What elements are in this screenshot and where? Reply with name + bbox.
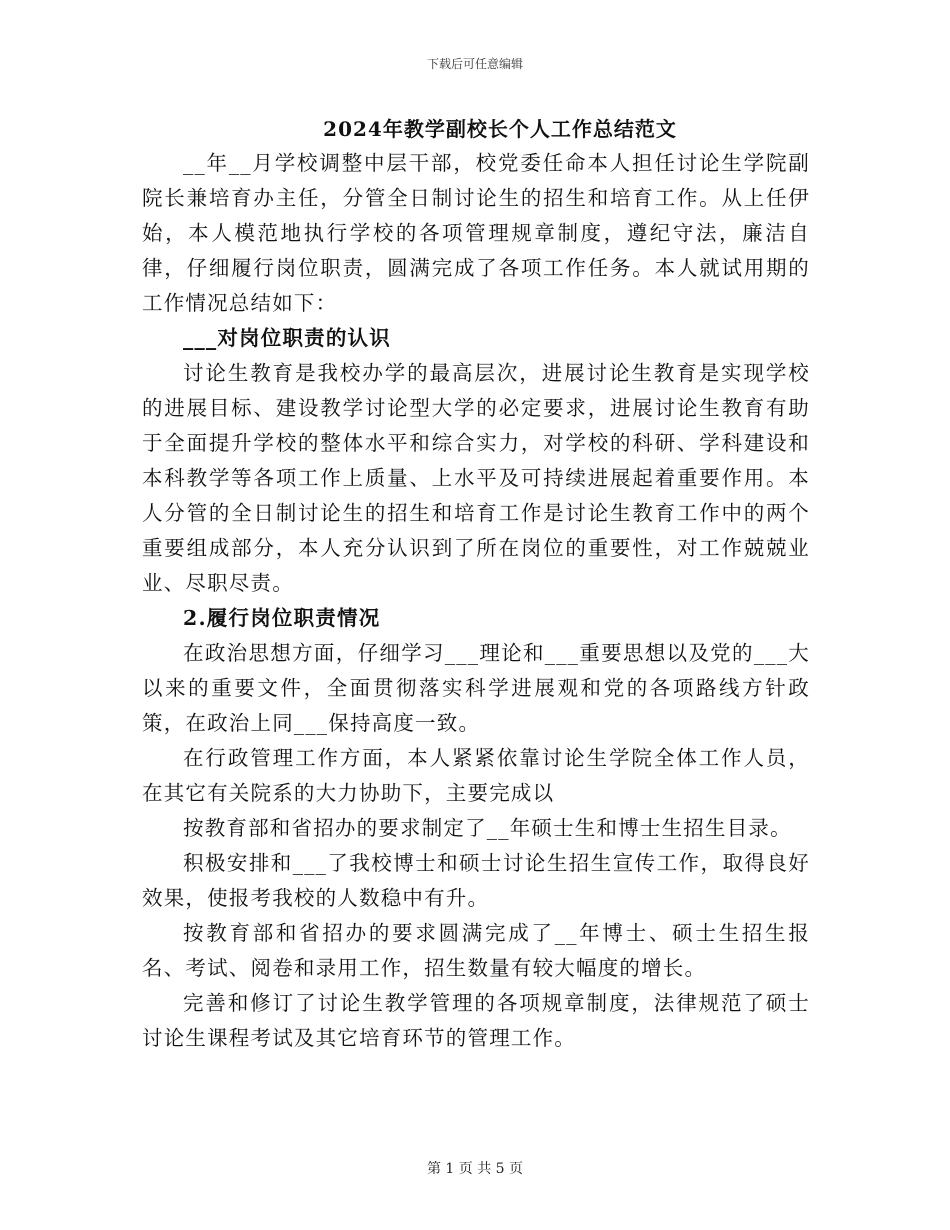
paragraph-regulations: 完善和修订了讨论生教学管理的各项规章制度，法律规范了硕士讨论生课程考试及其它培育环节的管理工作。 <box>142 991 810 1050</box>
paragraph-intro: __年__月学校调整中层干部，校党委任命本人担任讨论生学院副院长兼培育办主任，分管全日制讨论生的招生和培育工作。从上任伊始，本人模范地执行学校的各项管理规章制度，遵纪守法，廉洁自律，仔细履行岗位职责，圆满完成了各项工作任务。本人就试用期的工作情况总结如下： <box>142 151 810 315</box>
paragraph-admission: 按教育部和省招办的要求圆满完成了__年博士、硕士生招生报名、考试、阅卷和录用工作，招生数量有较大幅度的增长。 <box>142 921 810 980</box>
section-heading-1: ___对岗位职责的认识 <box>183 326 391 350</box>
header-note: 下载后可任意编辑 <box>426 57 523 71</box>
paragraph-political: 在政治思想方面，仔细学习___理论和___重要思想以及党的___大以来的重要文件，全面贯彻落实科学进展观和党的各项路线方针政策，在政治上同___保持高度一致。 <box>142 641 810 735</box>
page-number: 第 1 页 共 5 页 <box>426 1161 524 1177</box>
document-title: 2024年教学副校长个人工作总结范文 <box>323 117 677 141</box>
section-heading-2: 2.履行岗位职责情况 <box>183 606 381 630</box>
document-body <box>142 146 810 1056</box>
paragraph-catalog: 按教育部和省招办的要求制定了__年硕士生和博士生招生目录。 <box>183 816 792 840</box>
paragraph-promotion: 积极安排和___了我校博士和硕士讨论生招生宣传工作，取得良好效果，使报考我校的人数稳中有升。 <box>142 851 810 910</box>
paragraph-understanding: 讨论生教育是我校办学的最高层次，进展讨论生教育是实现学校的进展目标、建设教学讨论型大学的必定要求，进展讨论生教育有助于全面提升学校的整体水平和综合实力，对学校的科研、学科建设和本科教学等各项工作上质量、上水平及可持续进展起着重要作用。本人分管的全日制讨论生的招生和培育工作是讨论生教育工作中的两个重要组成部分，本人充分认识到了所在岗位的重要性，对工作兢兢业业、尽职尽责。 <box>142 361 810 595</box>
paragraph-administrative: 在行政管理工作方面，本人紧紧依靠讨论生学院全体工作人员，在其它有关院系的大力协助下，主要完成以 <box>142 746 810 805</box>
